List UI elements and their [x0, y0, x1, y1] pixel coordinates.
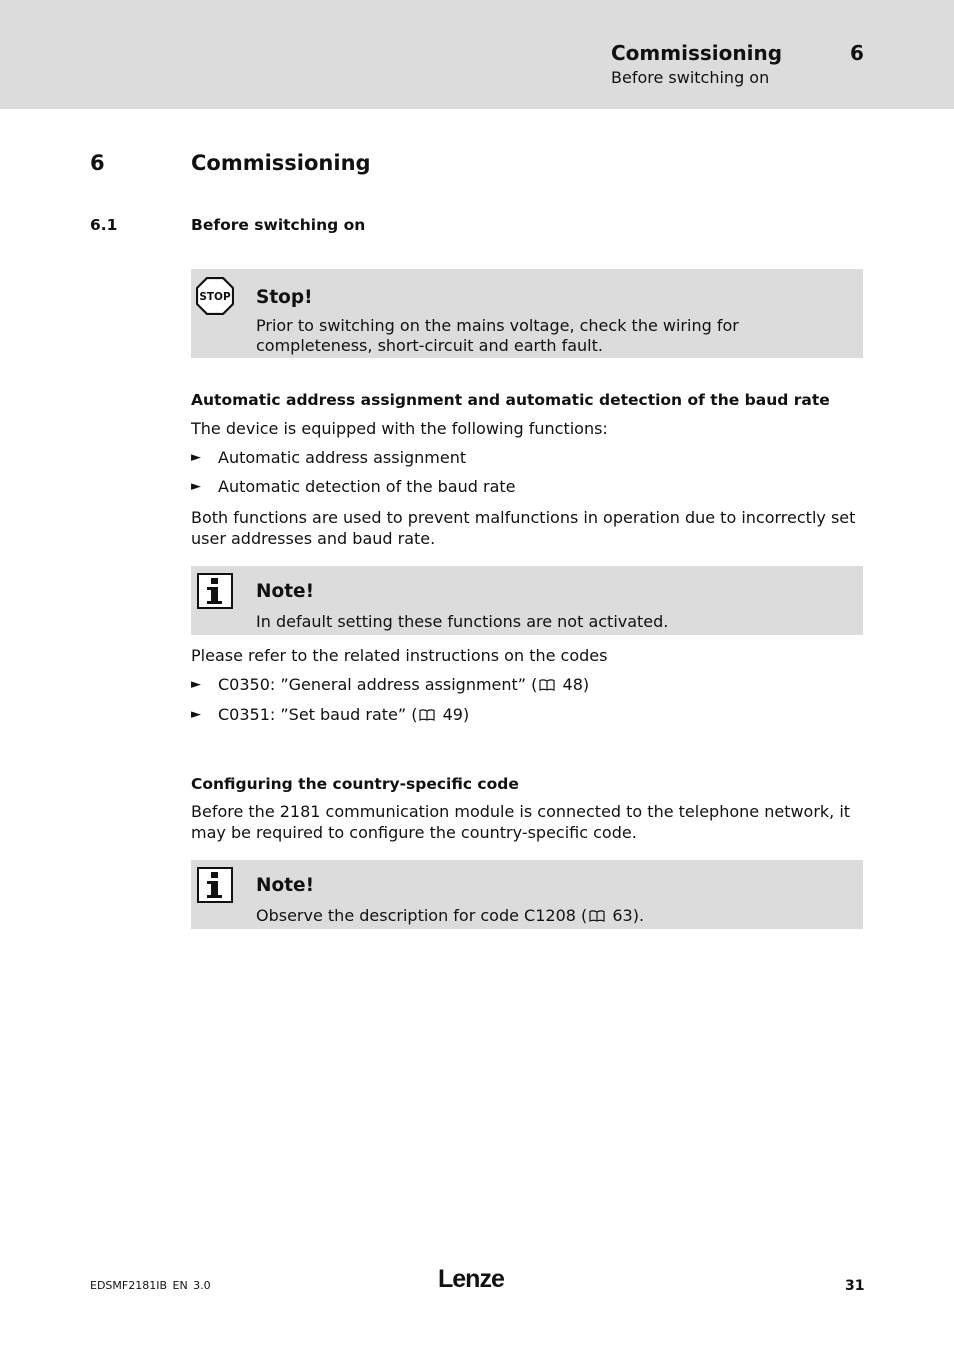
ref-page-link[interactable]: 48) [562, 675, 590, 694]
stop-sign-icon [196, 277, 234, 315]
header-subtitle: Before switching on [611, 68, 770, 87]
bullet-arrow-icon: ► [191, 707, 201, 722]
list-item-text: Automatic detection of the baud rate [218, 477, 516, 496]
section-number: 6 [90, 151, 105, 175]
ref-text: C0350: ”General address assignment” ( [218, 675, 538, 694]
header-chapter-number: 6 [850, 41, 864, 65]
subsection-number: 6.1 [90, 216, 118, 234]
footer-doc-id: EDSMF2181IB EN 3.0 [90, 1279, 211, 1292]
list-item-text: Automatic address assignment [218, 448, 467, 467]
stop-title: Stop! [256, 287, 313, 308]
page-header [0, 0, 954, 109]
bullet-arrow-icon: ► [191, 450, 201, 465]
stop-callout [191, 269, 863, 358]
auto-intro: The device is equipped with the following functions: [191, 419, 608, 438]
ref-text: C0351: ”Set baud rate” ( [218, 705, 418, 724]
info-icon [197, 573, 233, 609]
section-title: Commissioning [191, 151, 371, 175]
header-title: Commissioning [611, 41, 783, 65]
page-number: 31 [845, 1278, 865, 1294]
auto-paragraph: Both functions are used to prevent malfunctions in operation due to incorrectly set user addresses and baud rate. [191, 508, 856, 548]
country-heading: Configuring the country-specific code [191, 775, 519, 793]
note-callout [191, 566, 863, 635]
note-text [256, 906, 851, 926]
stop-text: Prior to switching on the mains voltage, check the wiring for completeness, short-circuit and earth fault. [256, 316, 739, 355]
note-text-main: Observe the description for code C1208 ( [256, 906, 588, 925]
note-callout [191, 860, 863, 929]
book-icon [589, 910, 605, 922]
note-text: In default setting these functions are not activated. [256, 612, 669, 631]
note-page-link[interactable]: 63). [612, 906, 645, 925]
stop-sign-label: STOP [199, 291, 231, 303]
lenze-logo: Lenze [438, 1265, 504, 1293]
ref-page-link[interactable]: 49) [442, 705, 470, 724]
country-paragraph: Before the 2181 communication module is connected to the telephone network, it may be required to configure the country-specific code. [191, 802, 851, 842]
refer-intro: Please refer to the related instructions on the codes [191, 646, 608, 665]
auto-heading: Automatic address assignment and automatic detection of the baud rate [191, 391, 830, 409]
subsection-title: Before switching on [191, 216, 366, 234]
bullet-arrow-icon: ► [191, 479, 201, 494]
note-title: Note! [256, 581, 315, 602]
note-title: Note! [256, 875, 315, 896]
bullet-arrow-icon: ► [191, 677, 201, 692]
book-icon [419, 709, 435, 721]
info-icon [197, 867, 233, 903]
book-icon [539, 679, 555, 691]
